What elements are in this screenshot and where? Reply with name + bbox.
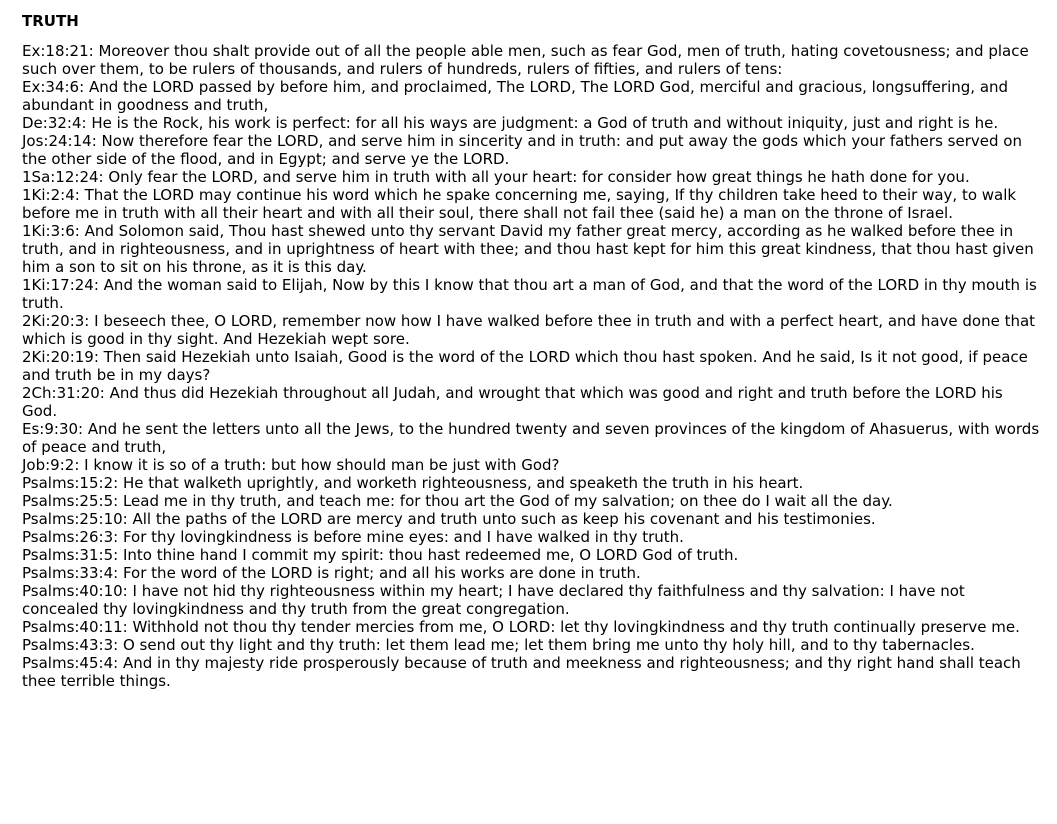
verse-reference: Psalms:33:4: <box>22 564 119 582</box>
verse-reference: 2Ki:20:19: <box>22 348 99 366</box>
verse-text: I have not hid thy righteousness within my heart; I have declared thy faithfulness and thy salvation: I have not concealed thy lovingkindness and thy truth from the great congregation. <box>22 582 965 618</box>
document-page <box>22 12 1042 690</box>
verse-reference: Psalms:31:5: <box>22 546 119 564</box>
verse-reference: 1Ki:3:6: <box>22 222 80 240</box>
verse-entry <box>22 114 1042 132</box>
verse-text: O send out thy light and thy truth: let them lead me; let them bring me unto thy holy hill, and to thy tabernacles. <box>122 636 975 654</box>
verse-text: All the paths of the LORD are mercy and truth unto such as keep his covenant and his testimonies. <box>132 510 876 528</box>
verse-entry <box>22 78 1042 114</box>
verse-entry <box>22 222 1042 276</box>
verse-reference: Job:9:2: <box>22 456 80 474</box>
verse-text: Then said Hezekiah unto Isaiah, Good is the word of the LORD which thou hast spoken. And he said, Is it not good, if peace and truth be in my days? <box>22 348 1028 384</box>
verse-reference: 2Ch:31:20: <box>22 384 105 402</box>
verse-entry <box>22 312 1042 348</box>
verse-reference: Psalms:15:2: <box>22 474 119 492</box>
verse-text: I beseech thee, O LORD, remember now how I have walked before thee in truth and with a perfect heart, and have done that which is good in thy sight. And Hezekiah wept sore. <box>22 312 1036 348</box>
page-title: TRUTH <box>22 12 79 30</box>
verse-text: I know it is so of a truth: but how should man be just with God? <box>84 456 560 474</box>
verse-text: Now therefore fear the LORD, and serve him in sincerity and in truth: and put away the gods which your fathers served on the other side of the flood, and in Egypt; and serve ye the LORD. <box>22 132 1022 168</box>
verse-reference: 1Ki:2:4: <box>22 186 80 204</box>
verse-reference: Jos:24:14: <box>22 132 97 150</box>
verse-text: Lead me in thy truth, and teach me: for thou art the God of my salvation; on thee do I wait all the day. <box>122 492 893 510</box>
verse-text: And the woman said to Elijah, Now by this I know that thou art a man of God, and that the word of the LORD in thy mouth is truth. <box>22 276 1037 312</box>
verse-reference: 1Ki:17:24: <box>22 276 99 294</box>
verse-entry <box>22 492 1042 510</box>
verse-text: Withhold not thou thy tender mercies from me, O LORD: let thy lovingkindness and thy truth continually preserve me. <box>132 618 1020 636</box>
verse-entry <box>22 132 1042 168</box>
verse-reference: Psalms:45:4: <box>22 654 119 672</box>
verse-reference: Psalms:26:3: <box>22 528 119 546</box>
verse-reference: 1Sa:12:24: <box>22 168 104 186</box>
verse-entry <box>22 186 1042 222</box>
verse-text: And in thy majesty ride prosperously because of truth and meekness and righteousness; and thy right hand shall teach thee terrible things. <box>22 654 1021 690</box>
verse-entry <box>22 456 1042 474</box>
verse-text: And thus did Hezekiah throughout all Judah, and wrought that which was good and right and truth before the LORD his God. <box>22 384 1003 420</box>
verse-entry <box>22 42 1042 78</box>
verse-entry <box>22 654 1042 690</box>
verse-reference: Psalms:25:5: <box>22 492 119 510</box>
verse-entry <box>22 636 1042 654</box>
verse-text: That the LORD may continue his word which he spake concerning me, saying, If thy children take heed to their way, to walk before me in truth with all their heart and with all their soul, there shall not fail thee (said he) a man on the throne of Israel. <box>22 186 1017 222</box>
verse-text: For thy lovingkindness is before mine eyes: and I have walked in thy truth. <box>122 528 684 546</box>
verse-text: Into thine hand I commit my spirit: thou hast redeemed me, O LORD God of truth. <box>122 546 739 564</box>
verse-reference: Psalms:40:11: <box>22 618 128 636</box>
verse-text: And the LORD passed by before him, and proclaimed, The LORD, The LORD God, merciful and gracious, longsuffering, and abundant in goodness and truth, <box>22 78 1009 114</box>
verse-reference: Psalms:43:3: <box>22 636 119 654</box>
verse-text: He that walketh uprightly, and worketh righteousness, and speaketh the truth in his heart. <box>122 474 804 492</box>
verse-entry <box>22 420 1042 456</box>
verse-entry <box>22 384 1042 420</box>
verse-reference: Ex:34:6: <box>22 78 85 96</box>
verse-reference: Psalms:40:10: <box>22 582 128 600</box>
verse-reference: Es:9:30: <box>22 420 84 438</box>
verse-text: Only fear the LORD, and serve him in truth with all your heart: for consider how great things he hath done for you. <box>108 168 970 186</box>
verse-entry <box>22 276 1042 312</box>
verse-text: He is the Rock, his work is perfect: for all his ways are judgment: a God of truth and without iniquity, just and right is he. <box>91 114 999 132</box>
verse-entry <box>22 510 1042 528</box>
verse-entry <box>22 582 1042 618</box>
verse-list <box>22 42 1042 690</box>
verse-text: Moreover thou shalt provide out of all the people able men, such as fear God, men of truth, hating covetousness; and place such over them, to be rulers of thousands, and rulers of hundreds, rulers of fifties, and rulers of tens: <box>22 42 1029 78</box>
verse-entry <box>22 546 1042 564</box>
verse-reference: De:32:4: <box>22 114 87 132</box>
verse-reference: Psalms:25:10: <box>22 510 128 528</box>
verse-reference: Ex:18:21: <box>22 42 94 60</box>
verse-entry <box>22 528 1042 546</box>
verse-text: For the word of the LORD is right; and all his works are done in truth. <box>122 564 641 582</box>
verse-entry <box>22 564 1042 582</box>
verse-text: And he sent the letters unto all the Jews, to the hundred twenty and seven provinces of the kingdom of Ahasuerus, with words of peace and truth, <box>22 420 1040 456</box>
verse-entry <box>22 168 1042 186</box>
verse-text: And Solomon said, Thou hast shewed unto thy servant David my father great mercy, according as he walked before thee in truth, and in righteousness, and in uprightness of heart with thee; and thou hast kept for him this great kindness, that thou hast given him a son to sit on his throne, as it is this day. <box>22 222 1034 276</box>
verse-entry <box>22 348 1042 384</box>
verse-entry <box>22 618 1042 636</box>
verse-entry <box>22 474 1042 492</box>
verse-reference: 2Ki:20:3: <box>22 312 90 330</box>
